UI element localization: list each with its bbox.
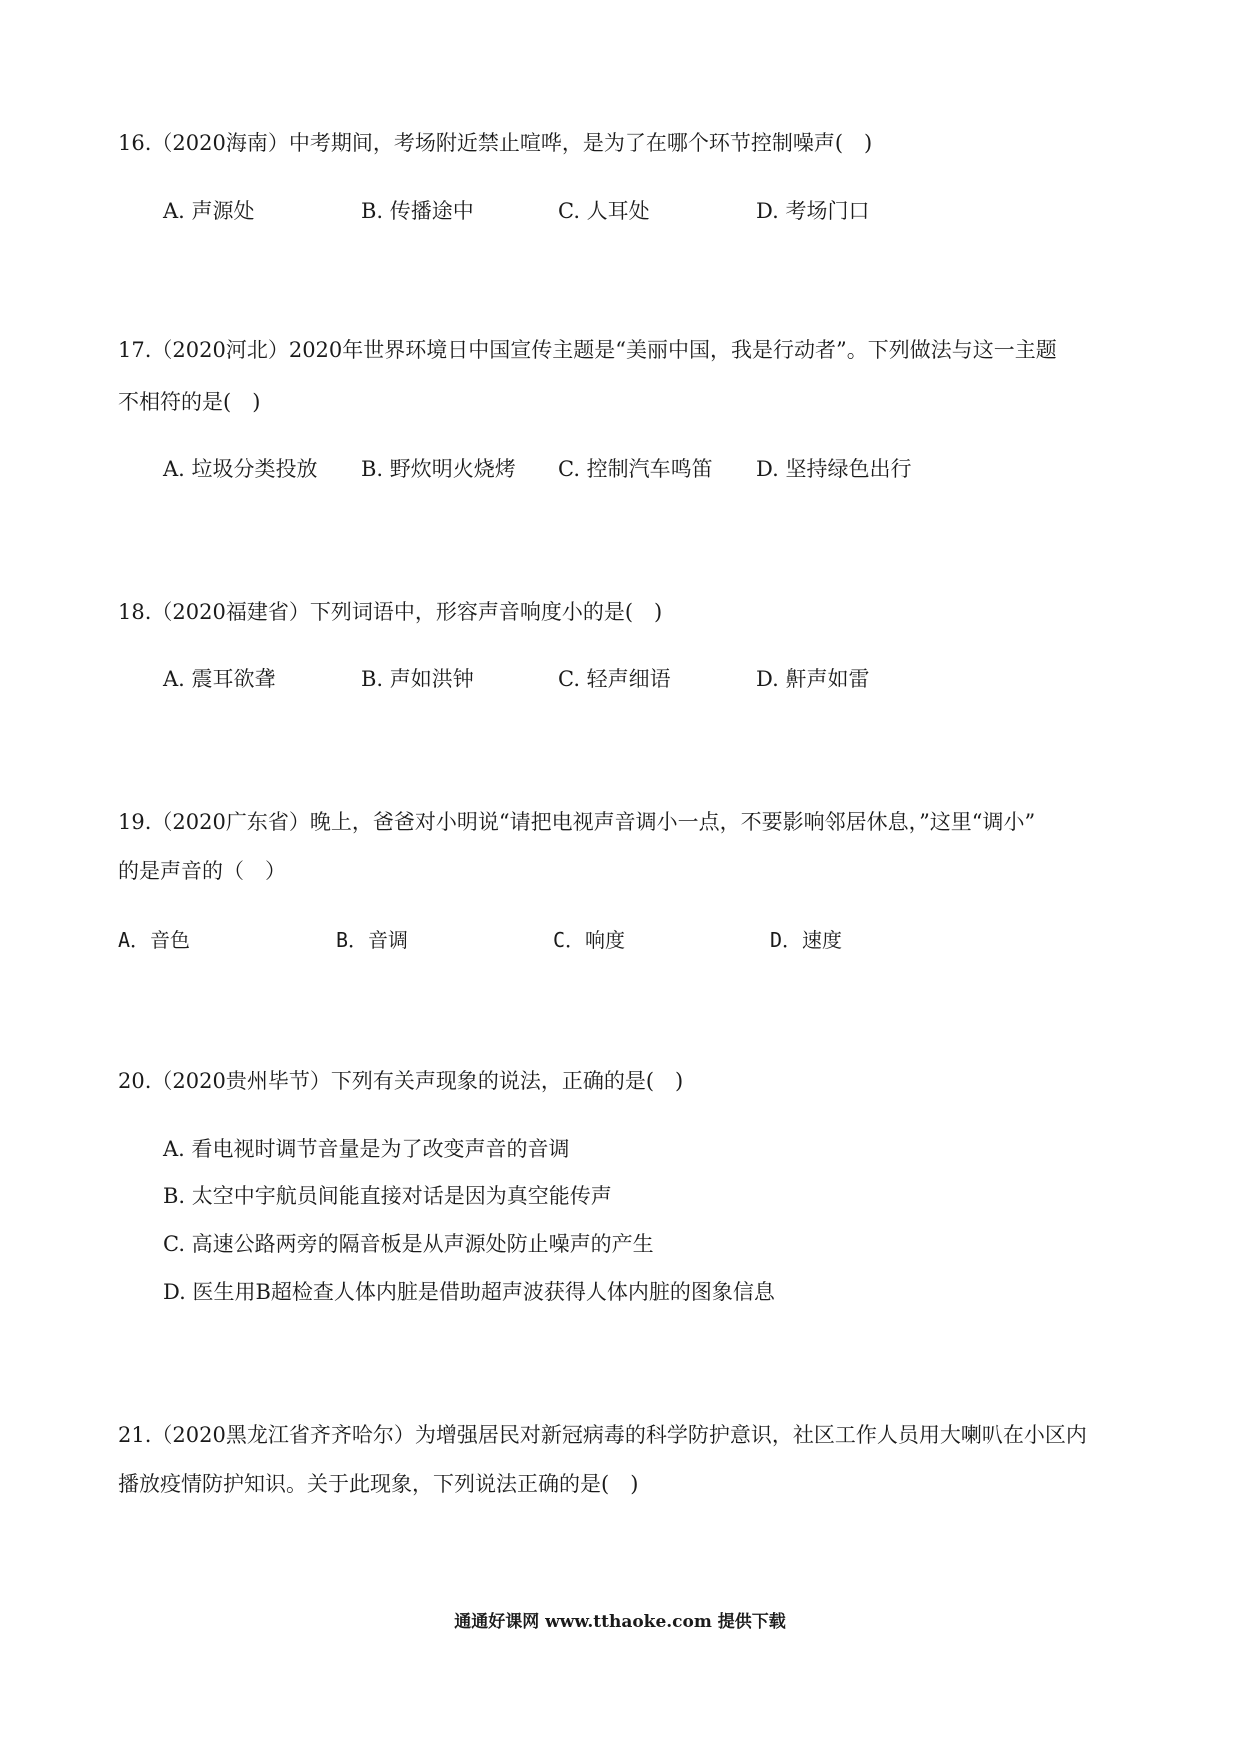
question-20-option-b: B. 太空中宇航员间能直接对话是因为真空能传声 [163, 1184, 612, 1208]
question-17-option-b: B. 野炊明火烧烤 [361, 457, 516, 481]
question-16-option-c: C. 人耳处 [558, 199, 650, 223]
question-18-stem: 18.（2020福建省）下列词语中，形容声音响度小的是( ) [118, 600, 663, 624]
question-16-option-d: D. 考场门口 [756, 199, 870, 223]
question-20-option-a: A. 看电视时调节音量是为了改变声音的音调 [163, 1137, 570, 1161]
question-20-stem: 20.（2020贵州毕节）下列有关声现象的说法，正确的是( ) [118, 1069, 684, 1093]
page-footer: 通通好课网 www.tthaoke.com 提供下载 [454, 1612, 786, 1632]
question-17-option-c: C. 控制汽车鸣笛 [558, 457, 713, 481]
question-17-stem-line-1: 17.（2020河北）2020年世界环境日中国宣传主题是“美丽中国，我是行动者”。下列做法与这一主题 [118, 338, 1057, 362]
question-21-stem-line-1: 21.（2020黑龙江省齐齐哈尔）为增强居民对新冠病毒的科学防护意识，社区工作人员用大喇叭在小区内 [118, 1423, 1087, 1447]
question-17-option-a: A. 垃圾分类投放 [163, 457, 318, 481]
question-17-stem-line-2: 不相符的是( ) [118, 390, 261, 414]
question-19-option-a: A．音色 [118, 928, 191, 952]
question-18-option-b: B. 声如洪钟 [361, 667, 474, 691]
question-19-stem-line-1: 19.（2020广东省）晚上，爸爸对小明说“请把电视声音调小一点，不要影响邻居休息，”这里“调小” [118, 810, 1036, 834]
question-18-option-d: D. 鼾声如雷 [756, 667, 870, 691]
question-16-option-a: A. 声源处 [163, 199, 255, 223]
question-19-stem-line-2: 的是声音的（ ） [118, 859, 286, 883]
question-18-option-a: A. 震耳欲聋 [163, 667, 276, 691]
question-20-option-d: D. 医生用B超检查人体内脏是借助超声波获得人体内脏的图象信息 [163, 1280, 775, 1304]
question-17-option-d: D. 坚持绿色出行 [756, 457, 912, 481]
question-19-option-b: B．音调 [336, 928, 409, 952]
question-16-stem: 16.（2020海南）中考期间，考场附近禁止喧哗，是为了在哪个环节控制噪声( ) [118, 131, 873, 155]
question-18-option-c: C. 轻声细语 [558, 667, 671, 691]
question-19-option-d: D．速度 [770, 928, 843, 952]
question-19-option-c: C．响度 [553, 928, 626, 952]
question-21-stem-line-2: 播放疫情防护知识。关于此现象，下列说法正确的是( ) [118, 1472, 639, 1496]
question-16-option-b: B. 传播途中 [361, 199, 474, 223]
question-20-option-c: C. 高速公路两旁的隔音板是从声源处防止噪声的产生 [163, 1232, 654, 1256]
